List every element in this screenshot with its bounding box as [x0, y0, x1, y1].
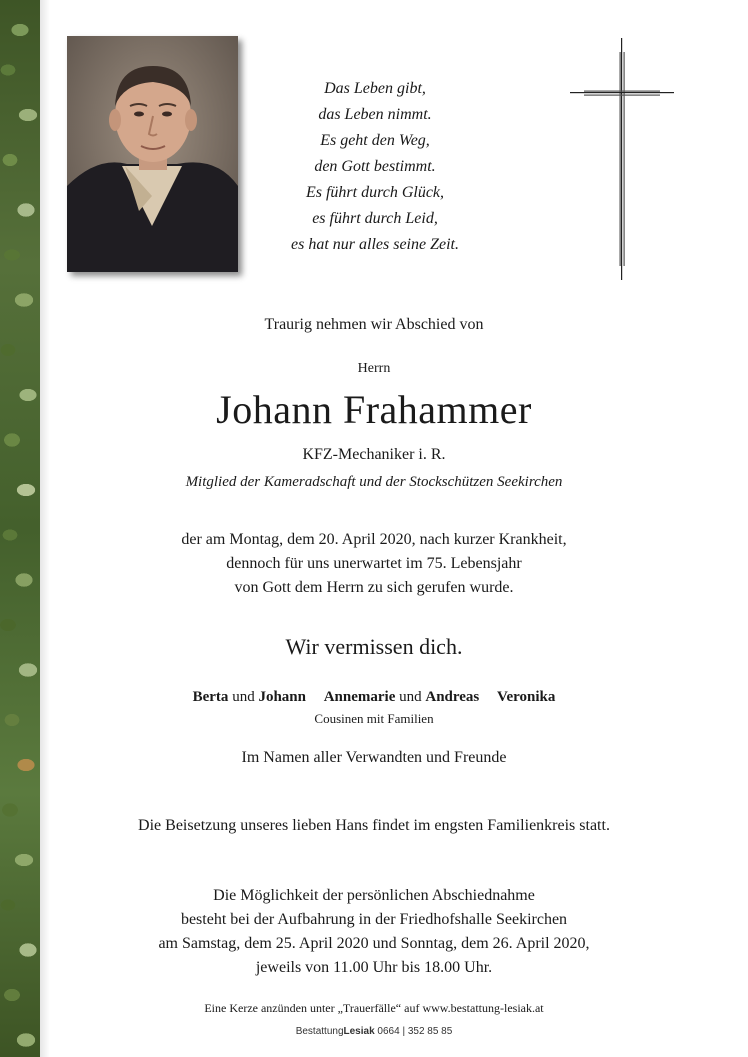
- farewell-line: am Samstag, dem 25. April 2020 und Sonntag, dem 26. April 2020,: [158, 935, 590, 952]
- poem-line: das Leben nimmt.: [318, 106, 432, 123]
- footer-brand: Lesiak: [343, 1026, 375, 1037]
- poem-line: Es geht den Weg,: [320, 132, 430, 149]
- candle-link-text: Eine Kerze anzünden unter „Trauerfälle“ auf www.bestattung-lesiak.at: [204, 1001, 544, 1015]
- farewell-info: [50, 884, 698, 980]
- survivor-name: Andreas: [425, 689, 480, 705]
- conjunction: und: [232, 689, 255, 705]
- death-notice: [50, 528, 698, 600]
- poem-line: Es führt durch Glück,: [305, 184, 445, 201]
- ivy-border-image: [0, 0, 40, 1057]
- poem-line: den Gott bestimmt.: [314, 158, 436, 175]
- poem: [270, 76, 480, 258]
- footer: [50, 1026, 698, 1037]
- survivor-relation: Cousinen mit Familien: [314, 711, 434, 726]
- farewell-line: jeweils von 11.00 Uhr bis 18.00 Uhr.: [255, 959, 493, 976]
- death-notice-line: dennoch für uns unerwartet im 75. Lebensjahr: [226, 555, 522, 572]
- occupation: KFZ-Mechaniker i. R.: [302, 446, 446, 463]
- survivor-name: Johann: [258, 689, 306, 705]
- survivor-name: Veronika: [497, 689, 556, 705]
- cross-icon: [570, 38, 674, 280]
- on-behalf-text: Im Namen aller Verwandten und Freunde: [241, 749, 507, 766]
- burial-text: Die Beisetzung unseres lieben Hans findet im engsten Familienkreis statt.: [138, 817, 610, 834]
- portrait-photo: [67, 36, 238, 272]
- survivor-group: [497, 689, 555, 705]
- farewell-line: besteht bei der Aufbahrung in der Friedhofshalle Seekirchen: [180, 911, 568, 928]
- miss-you-heading: Wir vermissen dich.: [285, 634, 463, 659]
- intro-text: Traurig nehmen wir Abschied von: [264, 316, 484, 333]
- deceased-name: Johann Frahammer: [216, 387, 532, 432]
- conjunction: und: [399, 689, 422, 705]
- border-edge: [40, 0, 50, 1057]
- footer-prefix: Bestattung: [295, 1026, 344, 1037]
- survivor-group: [193, 689, 306, 705]
- death-notice-line: von Gott dem Herrn zu sich gerufen wurde.: [234, 579, 514, 596]
- death-notice-line: der am Montag, dem 20. April 2020, nach kurzer Krankheit,: [181, 531, 567, 548]
- poem-line: es führt durch Leid,: [312, 210, 438, 227]
- footer-phone: 0664 | 352 85 85: [377, 1026, 453, 1037]
- salutation: Herrn: [357, 361, 391, 376]
- survivor-name: Annemarie: [323, 689, 396, 705]
- survivor-name: Berta: [192, 689, 229, 705]
- poem-line: Das Leben gibt,: [324, 80, 426, 97]
- poem-line: es hat nur alles seine Zeit.: [291, 236, 459, 253]
- farewell-line: Die Möglichkeit der persönlichen Abschiednahme: [213, 887, 535, 904]
- survivor-group: [324, 689, 480, 705]
- membership: Mitglied der Kameradschaft und der Stockschützen Seekirchen: [185, 474, 563, 490]
- survivors: [50, 689, 698, 706]
